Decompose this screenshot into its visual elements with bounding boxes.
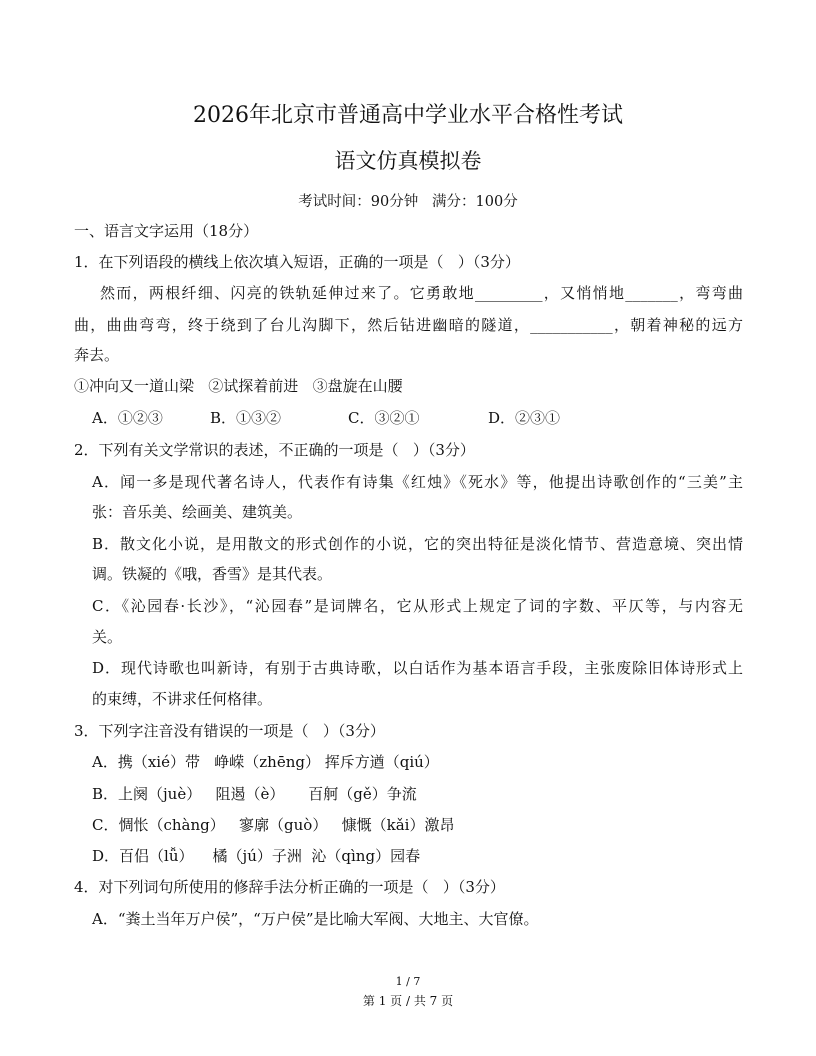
page-label: 第 1 页 / 共 7 页 [362, 994, 454, 1008]
q3-option-a: A．携（xié）带 峥嵘（zhēng） 挥斥方遒（qiú） [92, 753, 439, 771]
q2-option-d-cont: 的束缚，不讲求任何格律。 [92, 690, 273, 708]
section-heading: 一、语言文字运用（18分） [74, 222, 259, 240]
q1-option-a: A．①②③ [92, 409, 163, 427]
q2-option-c-cont: 关。 [92, 628, 123, 646]
q3-option-c: C．惆怅（chàng） 寥廓（guò） 慷慨（kǎi）激昂 [92, 816, 455, 834]
q4-stem: 4．对下列词句所使用的修辞手法分析正确的一项是（ ）（3分） [74, 878, 505, 896]
q1-option-b: B．①③② [210, 409, 282, 427]
q3-option-d: D．百侣（lǚ） 橘（jú）子洲 沁（qìng）园春 [92, 847, 421, 865]
page-fraction: 1 / 7 [395, 975, 421, 988]
exam-subtitle: 语文仿真模拟卷 [334, 149, 482, 173]
q1-passage-line: 曲，曲曲弯弯，终于绕到了台儿沟脚下，然后钻进幽暗的隧道，___________，朝着神秘的远方 [74, 316, 743, 334]
q1-stem: 1．在下列语段的横线上依次填入短语，正确的一项是（ ）（3分） [74, 253, 520, 271]
q2-option-a-cont: 张：音乐美、绘画美、建筑美。 [92, 503, 303, 521]
q4-option-a: A．“粪土当年万户侯”，“万户侯”是比喻大军阀、大地主、大官僚。 [92, 910, 539, 928]
exam-title: 2026年北京市普通高中学业水平合格性考试 [193, 103, 623, 128]
q3-stem: 3．下列字注音没有错误的一项是（ ）（3分） [74, 722, 385, 740]
q2-option-c: C．《沁园春·长沙》，“沁园春”是词牌名，它从形式上规定了词的字数、平仄等，与内容无 [92, 597, 743, 615]
q2-stem: 2．下列有关文学常识的表述，不正确的一项是（ ）（3分） [74, 441, 475, 459]
exam-info: 考试时间：90分钟 满分：100分 [298, 194, 518, 210]
q3-option-b: B．上阕（juè） 阻遏（è） 百舸（gě）争流 [92, 785, 417, 803]
q1-passage-line: 然而，两根纤细、闪亮的铁轨延伸过来了。它勇敢地_________，又悄悄地_______，弯弯曲 [100, 284, 743, 302]
q2-option-d: D．现代诗歌也叫新诗，有别于古典诗歌，以白话作为基本语言手段，主张废除旧体诗形式上 [92, 659, 743, 677]
q2-option-b: B．散文化小说，是用散文的形式创作的小说，它的突出特征是淡化情节、营造意境、突出情 [92, 535, 743, 553]
q1-option-d: D．②③① [488, 409, 561, 427]
q1-option-c: C．③②① [348, 409, 420, 427]
q2-option-a: A．闻一多是现代著名诗人，代表作有诗集《红烛》《死水》等，他提出诗歌创作的“三美”主 [92, 473, 743, 491]
q1-phrases: ①冲向又一道山梁 ②试探着前进 ③盘旋在山腰 [74, 377, 403, 395]
q2-option-b-cont: 调。铁凝的《哦，香雪》是其代表。 [92, 565, 333, 583]
q1-passage-line: 奔去。 [74, 346, 120, 364]
